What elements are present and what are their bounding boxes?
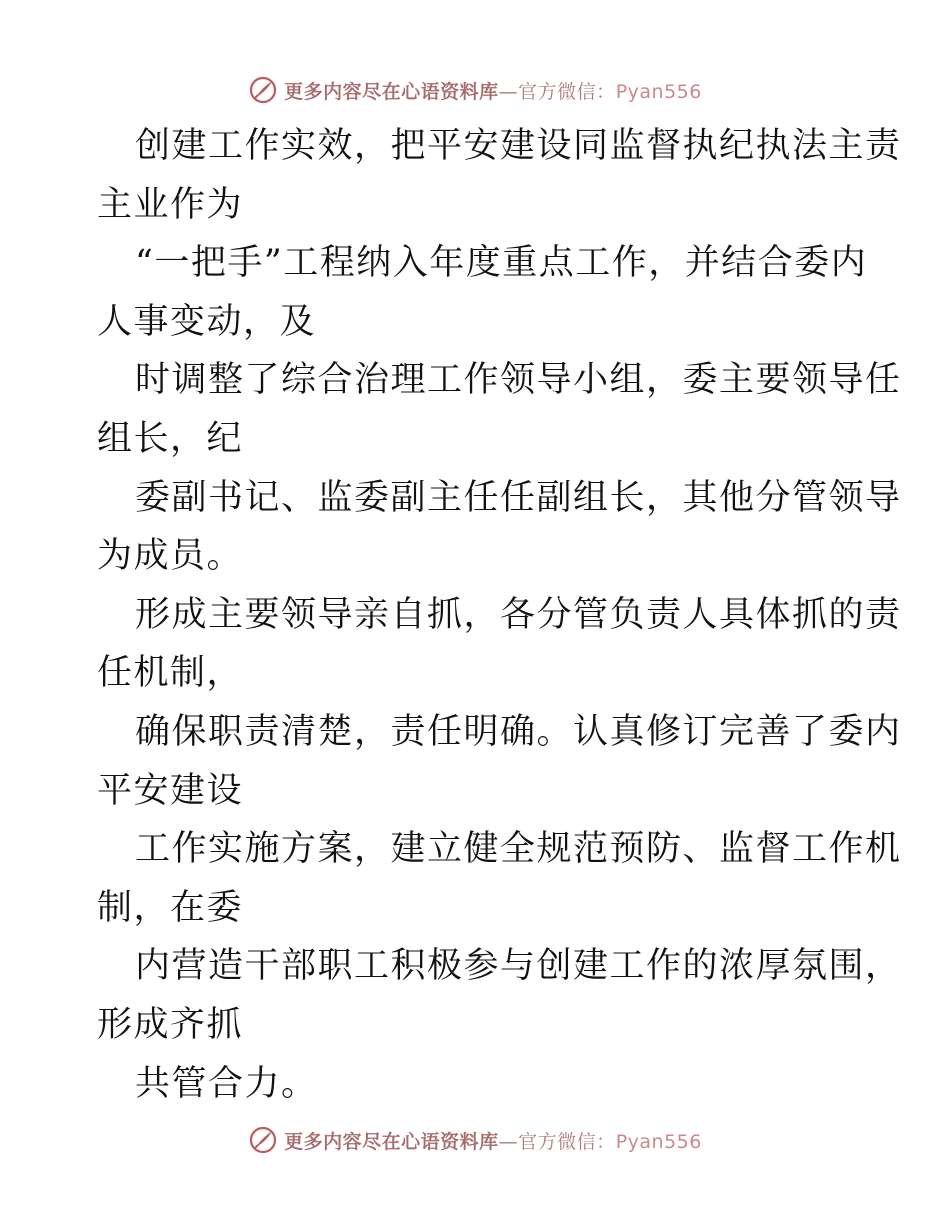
watermark-suffix: 官方微信： bbox=[518, 80, 616, 103]
watermark-text bbox=[284, 1127, 702, 1154]
watermark-suffix: 官方微信： bbox=[518, 1130, 616, 1153]
text-line: “一把手”工程纳入年度重点工作，并结合委内 bbox=[135, 243, 868, 284]
text-line: 组长，纪 bbox=[97, 418, 244, 459]
header-watermark bbox=[0, 70, 950, 110]
watermark-dash: — bbox=[498, 1130, 519, 1153]
text-line: 形成齐抓 bbox=[97, 1004, 244, 1045]
text-line: 形成主要领导亲自抓，各分管负责人具体抓的责 bbox=[135, 594, 902, 635]
text-line: 共管合力。 bbox=[135, 1063, 318, 1104]
text-line: 内营造干部职工积极参与创建工作的浓厚氛围， bbox=[135, 946, 902, 987]
watermark-wechat-id: Pyan556 bbox=[615, 1130, 702, 1153]
text-line: 确保职责清楚，责任明确。认真修订完善了委内 bbox=[135, 711, 902, 752]
watermark-text bbox=[284, 77, 702, 104]
text-line: 为成员。 bbox=[97, 536, 244, 577]
watermark-label: 更多内容尽在心语资料库 bbox=[284, 1130, 499, 1153]
quill-pen-logo-icon bbox=[248, 1125, 278, 1155]
text-line: 平安建设 bbox=[97, 770, 244, 811]
text-line: 任机制， bbox=[97, 653, 244, 694]
text-line: 人事变动，及 bbox=[97, 301, 317, 342]
quill-pen-logo-icon bbox=[248, 75, 278, 105]
text-line: 时调整了综合治理工作领导小组，委主要领导任 bbox=[135, 360, 902, 401]
footer-watermark bbox=[0, 1120, 950, 1160]
text-line: 创建工作实效，把平安建设同监督执纪执法主责 bbox=[135, 126, 902, 166]
text-line: 制，在委 bbox=[97, 887, 244, 928]
text-line: 委副书记、监委副主任任副组长，其他分管领导 bbox=[135, 477, 902, 518]
watermark-wechat-id: Pyan556 bbox=[615, 80, 702, 103]
watermark-dash: — bbox=[498, 80, 519, 103]
watermark-label: 更多内容尽在心语资料库 bbox=[284, 80, 499, 103]
text-line: 工作实施方案，建立健全规范预防、监督工作机 bbox=[135, 829, 902, 870]
text-line: 主业作为 bbox=[97, 184, 244, 225]
document-body bbox=[97, 117, 902, 1113]
